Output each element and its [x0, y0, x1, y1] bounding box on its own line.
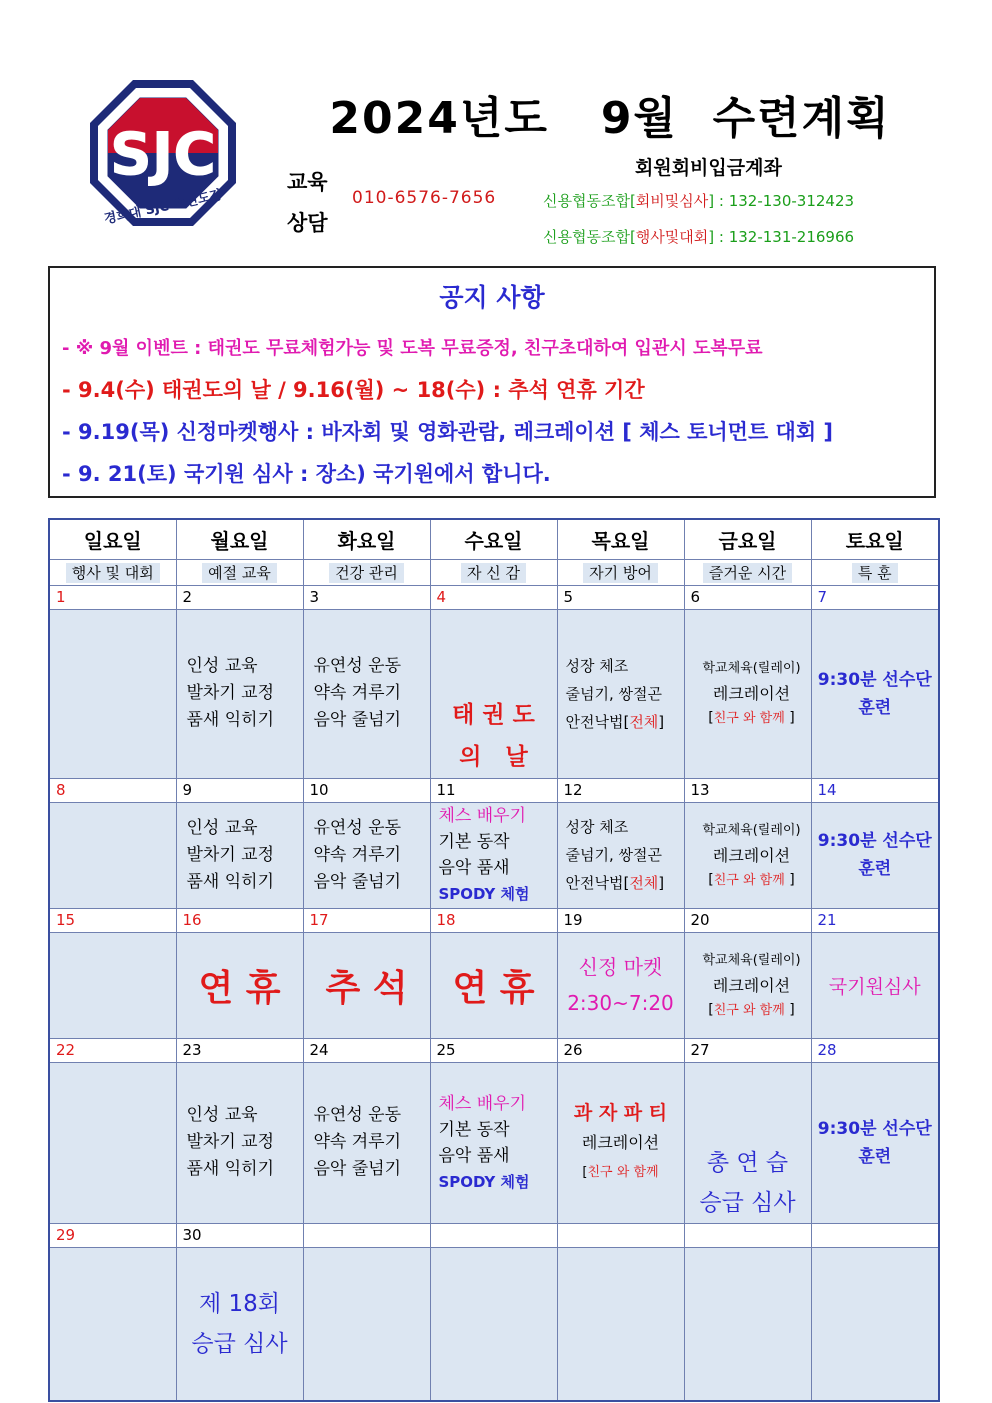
- weekday-sun: 일요일: [49, 519, 176, 559]
- date-number: [811, 1223, 939, 1247]
- date-number: 18: [430, 908, 557, 932]
- day-cell: 유연성 운동 약속 겨루기 음악 줄넘기: [303, 802, 430, 908]
- date-number: [684, 1223, 811, 1247]
- date-number: 3: [303, 585, 430, 609]
- theme-tue: 건강 관리: [303, 559, 430, 585]
- day-cell: 유연성 운동 약속 겨루기 음악 줄넘기: [303, 1062, 430, 1223]
- date-number: 12: [557, 778, 684, 802]
- weekday-mon: 월요일: [176, 519, 303, 559]
- day-cell: [684, 1247, 811, 1401]
- date-number: [557, 1223, 684, 1247]
- notice-title: 공지 사항: [439, 283, 545, 312]
- theme-row: [49, 559, 939, 585]
- weekday-thu: 목요일: [557, 519, 684, 559]
- theme-wed: 자 신 감: [430, 559, 557, 585]
- theme-mon: 예절 교육: [176, 559, 303, 585]
- logo-ring-text: 경희대 SJC 태권도장: [102, 187, 225, 228]
- date-row: [49, 585, 939, 609]
- date-number: 24: [303, 1038, 430, 1062]
- day-cell: [811, 1247, 939, 1401]
- date-number: 19: [557, 908, 684, 932]
- date-number: [303, 1223, 430, 1247]
- day-cell: 학교체육(릴레이) 레크레이션 [친구 와 함께 ]: [684, 932, 811, 1038]
- date-number: 14: [811, 778, 939, 802]
- date-number: 16: [176, 908, 303, 932]
- weekday-wed: 수요일: [430, 519, 557, 559]
- day-cell: 인성 교육 발차기 교정 품새 익히기: [176, 802, 303, 908]
- date-number: 22: [49, 1038, 176, 1062]
- day-cell: 인성 교육 발차기 교정 품새 익히기: [176, 609, 303, 778]
- weekday-sat: 토요일: [811, 519, 939, 559]
- date-number: 4: [430, 585, 557, 609]
- theme-sun: 행사 및 대회: [49, 559, 176, 585]
- day-cell: [49, 1247, 176, 1401]
- content-row: [49, 609, 939, 778]
- day-cell: [49, 609, 176, 778]
- date-number: 28: [811, 1038, 939, 1062]
- notice-line: - 9. 21(토) 국기원 심사 : 장소) 국기원에서 합니다.: [62, 462, 551, 486]
- date-row: [49, 908, 939, 932]
- date-number: 10: [303, 778, 430, 802]
- day-cell: [49, 1062, 176, 1223]
- day-cell: 과 자 파 티 레크레이션 [친구 와 함께: [557, 1062, 684, 1223]
- date-number: 17: [303, 908, 430, 932]
- theme-sat: 특 훈: [811, 559, 939, 585]
- day-cell: 학교체육(릴레이) 레크레이션 [친구 와 함께 ]: [684, 609, 811, 778]
- date-number: 2: [176, 585, 303, 609]
- weekday-header-row: [49, 519, 939, 559]
- theme-thu: 자기 방어: [557, 559, 684, 585]
- notice-line: - 9.19(목) 신정마켓행사 : 바자회 및 영화관람, 레크레이션 [ 체스 토너먼트 대회 ]: [62, 420, 834, 444]
- day-cell: 인성 교육 발차기 교정 품새 익히기: [176, 1062, 303, 1223]
- day-cell: [430, 1247, 557, 1401]
- notice-box: [48, 266, 936, 498]
- day-cell: 총 연 습 승급 심사: [684, 1062, 811, 1223]
- content-row: [49, 802, 939, 908]
- day-cell: 체스 배우기 기본 동작 음악 품새 SPODY 체험: [430, 1062, 557, 1223]
- date-number: 21: [811, 908, 939, 932]
- day-cell: 학교체육(릴레이) 레크레이션 [친구 와 함께 ]: [684, 802, 811, 908]
- date-number: [430, 1223, 557, 1247]
- day-cell: 9:30분 선수단 훈련: [811, 802, 939, 908]
- date-row: [49, 1223, 939, 1247]
- notice-line: - ※ 9월 이벤트 : 태권도 무료체험가능 및 도복 무료증정, 친구초대하여 입관시 도복무료: [62, 338, 763, 359]
- date-number: 29: [49, 1223, 176, 1247]
- date-row: [49, 1038, 939, 1062]
- day-cell: 국기원심사: [811, 932, 939, 1038]
- date-number: 15: [49, 908, 176, 932]
- weekday-tue: 화요일: [303, 519, 430, 559]
- day-cell: 유연성 운동 약속 겨루기 음악 줄넘기: [303, 609, 430, 778]
- sjc-logo: [88, 78, 238, 238]
- phone-number: 010-6576-7656: [352, 188, 497, 208]
- day-cell: 성장 체조 줄넘기, 쌍절곤 안전낙법[전체]: [557, 802, 684, 908]
- date-number: 30: [176, 1223, 303, 1247]
- account-fees: 신용협동조합[회비및심사] : 132-130-312423: [543, 192, 855, 210]
- notice-line: - 9.4(수) 태권도의 날 / 9.16(월) ~ 18(수) : 추석 연휴 기간: [62, 378, 645, 402]
- consultation-label: 상담: [287, 211, 328, 235]
- day-cell: [49, 802, 176, 908]
- date-number: 1: [49, 585, 176, 609]
- date-number: 26: [557, 1038, 684, 1062]
- content-row: [49, 1247, 939, 1401]
- day-cell: 연 휴: [430, 932, 557, 1038]
- svg-text:SJC: SJC: [110, 120, 216, 188]
- day-cell: [557, 1247, 684, 1401]
- account-events: 신용협동조합[행사및대회] : 132-131-216966: [543, 228, 855, 246]
- date-number: 8: [49, 778, 176, 802]
- weekday-fri: 금요일: [684, 519, 811, 559]
- date-number: 11: [430, 778, 557, 802]
- day-cell: 연 휴: [176, 932, 303, 1038]
- day-cell: 성장 체조 줄넘기, 쌍절곤 안전낙법[전체]: [557, 609, 684, 778]
- date-row: [49, 778, 939, 802]
- day-cell: 체스 배우기 기본 동작 음악 품새 SPODY 체험: [430, 802, 557, 908]
- day-cell: 제 18회 승급 심사: [176, 1247, 303, 1401]
- date-number: 5: [557, 585, 684, 609]
- day-cell: 신정 마켓 2:30~7:20: [557, 932, 684, 1038]
- date-number: 9: [176, 778, 303, 802]
- page-title: 2024년도 9월 수련계획: [329, 93, 891, 144]
- day-cell: 추 석: [303, 932, 430, 1038]
- monthly-calendar: [48, 518, 940, 1402]
- day-cell: [303, 1247, 430, 1401]
- day-cell: 9:30분 선수단 훈련: [811, 609, 939, 778]
- date-number: 20: [684, 908, 811, 932]
- education-label: 교육: [287, 170, 328, 194]
- date-number: 25: [430, 1038, 557, 1062]
- day-cell: [49, 932, 176, 1038]
- theme-fri: 즐거운 시간: [684, 559, 811, 585]
- content-row: [49, 932, 939, 1038]
- date-number: 7: [811, 585, 939, 609]
- date-number: 23: [176, 1038, 303, 1062]
- content-row: [49, 1062, 939, 1223]
- account-title: 회원회비입금계좌: [635, 157, 782, 179]
- date-number: 13: [684, 778, 811, 802]
- day-cell: 태 권 도 의 날: [430, 609, 557, 778]
- date-number: 6: [684, 585, 811, 609]
- date-number: 27: [684, 1038, 811, 1062]
- day-cell: 9:30분 선수단 훈련: [811, 1062, 939, 1223]
